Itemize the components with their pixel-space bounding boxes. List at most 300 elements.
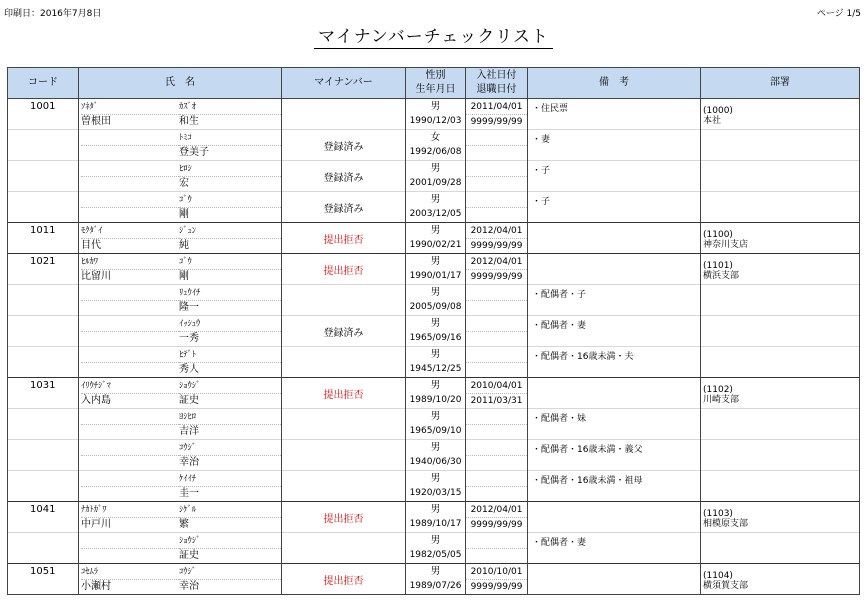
cell-code: 1051 — [8, 564, 79, 595]
dept-code — [701, 168, 859, 178]
given-name-kana: ｶｽﾞｵ — [179, 100, 281, 115]
cell-dept — [701, 161, 860, 192]
given-name: 剛 — [179, 209, 189, 220]
cell-code — [8, 192, 79, 223]
dept-code — [701, 478, 859, 488]
surname: 目代 — [81, 240, 101, 251]
table-row — [8, 502, 860, 533]
surname — [81, 208, 179, 222]
table-row — [8, 378, 860, 409]
dept-code — [701, 354, 859, 364]
surname-kana: ﾓｸﾀﾞｲ — [81, 224, 179, 239]
join-date — [466, 441, 527, 456]
cell-name — [79, 285, 282, 316]
join-date: 2010/04/01 — [466, 379, 527, 394]
leave-date — [466, 487, 527, 501]
surname-kana: ｿﾈﾀﾞ — [81, 100, 179, 115]
cell-note: ・子 — [528, 161, 701, 192]
given-name-kana: ｹｲｲﾁ — [179, 472, 281, 487]
surname-kana — [81, 441, 179, 456]
cell-code — [8, 161, 79, 192]
sex: 男 — [430, 256, 441, 267]
cell-note — [528, 223, 701, 254]
surname: 中戸川 — [81, 519, 111, 530]
leave-date: 9999/99/99 — [470, 582, 523, 592]
dept-name: 横須賀支部 — [703, 581, 749, 591]
print-date: 印刷日：2016年7月8日 — [4, 9, 102, 19]
dept-name — [701, 147, 859, 157]
cell-note: ・配偶者・16歳未満・夫 — [528, 347, 701, 378]
cell-code: 1031 — [8, 378, 79, 409]
page-indicator: ページ 1/5 — [816, 9, 861, 19]
leave-date — [466, 301, 527, 315]
dept-code: (1102) — [703, 385, 733, 395]
cell-code — [8, 533, 79, 564]
page-title: マイナンバーチェックリスト — [0, 22, 867, 47]
cell-join-leave — [466, 223, 528, 254]
sex: 男 — [430, 504, 441, 515]
cell-mynumber-status: 提出拒否 — [282, 223, 406, 254]
given-name-kana: ｼｮｳｼﾞ — [179, 379, 281, 394]
cell-code — [8, 130, 79, 161]
cell-dept — [701, 347, 860, 378]
col-header-dept: 部署 — [701, 68, 860, 99]
table-row — [8, 564, 860, 595]
sex: 男 — [430, 225, 441, 236]
col-header-join-leave: 入社日付 退職日付 — [466, 68, 528, 99]
birth-date: 1982/05/05 — [409, 550, 462, 560]
table-header-row — [8, 68, 860, 99]
birth-date: 2001/09/28 — [409, 178, 462, 188]
table-row — [8, 285, 860, 316]
given-name: 秀人 — [179, 364, 199, 375]
dept-name — [701, 178, 859, 188]
given-name-kana: ｼﾞｭﾝ — [179, 224, 281, 239]
cell-name — [79, 347, 282, 378]
col-header-sex-birth: 性別 生年月日 — [406, 68, 466, 99]
cell-dept — [701, 378, 860, 409]
dept-code — [701, 416, 859, 426]
sex: 男 — [430, 163, 441, 174]
table-row — [8, 471, 860, 502]
cell-dept — [701, 130, 860, 161]
cell-note: ・配偶者・16歳未満・祖母 — [528, 471, 701, 502]
cell-mynumber-status: 登録済み — [282, 316, 406, 347]
cell-join-leave — [466, 130, 528, 161]
cell-join-leave — [466, 161, 528, 192]
given-name: 和生 — [179, 116, 199, 127]
given-name-kana: ﾋﾛｼ — [179, 162, 281, 177]
cell-mynumber-status: 提出拒否 — [282, 378, 406, 409]
cell-join-leave — [466, 347, 528, 378]
cell-mynumber-status — [282, 99, 406, 130]
cell-mynumber-status — [282, 285, 406, 316]
cell-note — [528, 564, 701, 595]
surname-kana — [81, 348, 179, 363]
surname — [81, 332, 179, 346]
sex: 男 — [430, 194, 441, 205]
dept-name: 相模原支部 — [703, 519, 749, 529]
cell-dept — [701, 502, 860, 533]
cell-mynumber-status — [282, 533, 406, 564]
leave-date: 9999/99/99 — [470, 272, 523, 282]
sex: 男 — [430, 411, 441, 422]
given-name-kana: ｺﾞｳ — [179, 193, 281, 208]
cell-code: 1011 — [8, 223, 79, 254]
surname-kana — [81, 472, 179, 487]
table-row — [8, 533, 860, 564]
surname-kana — [81, 131, 179, 146]
cell-code — [8, 347, 79, 378]
cell-name — [79, 130, 282, 161]
cell-note: ・配偶者・子 — [528, 285, 701, 316]
dept-name: 本社 — [703, 116, 722, 126]
dept-code — [701, 137, 859, 147]
dept-name — [701, 488, 859, 498]
cell-join-leave — [466, 192, 528, 223]
cell-mynumber-status — [282, 471, 406, 502]
cell-sex-birth — [406, 130, 466, 161]
table-row — [8, 440, 860, 471]
dept-code: (1100) — [703, 230, 733, 240]
birth-date: 1990/12/03 — [409, 116, 462, 126]
cell-mynumber-status: 提出拒否 — [282, 502, 406, 533]
cell-note — [528, 254, 701, 285]
cell-sex-birth — [406, 347, 466, 378]
surname: 曽根田 — [81, 116, 111, 127]
dept-name: 横浜支部 — [703, 271, 740, 281]
cell-mynumber-status: 提出拒否 — [282, 254, 406, 285]
given-name-kana: ﾄﾐｺ — [179, 131, 281, 146]
cell-code — [8, 316, 79, 347]
sex: 男 — [430, 318, 441, 329]
leave-date — [466, 332, 527, 346]
cell-note: ・妻 — [528, 130, 701, 161]
dept-code — [701, 292, 859, 302]
table-row — [8, 347, 860, 378]
dept-name: 神奈川支店 — [703, 240, 749, 250]
sex: 男 — [430, 566, 441, 577]
dept-code: (1103) — [703, 509, 733, 519]
sex: 男 — [430, 349, 441, 360]
table-row — [8, 223, 860, 254]
join-date — [466, 348, 527, 363]
given-name: 証史 — [179, 395, 199, 406]
cell-dept — [701, 223, 860, 254]
surname-kana — [81, 534, 179, 549]
dept-name — [701, 333, 859, 343]
given-name: 純 — [179, 240, 189, 251]
leave-date — [466, 425, 527, 439]
sex: 男 — [430, 380, 441, 391]
surname-kana: ﾋﾙｶﾜ — [81, 255, 179, 270]
cell-name — [79, 192, 282, 223]
cell-mynumber-status — [282, 409, 406, 440]
birth-date: 1945/12/25 — [409, 364, 462, 374]
cell-note: ・配偶者・16歳未満・義父 — [528, 440, 701, 471]
cell-code — [8, 440, 79, 471]
dept-name — [701, 550, 859, 560]
table-row — [8, 409, 860, 440]
col-header-code: コード — [8, 68, 79, 99]
leave-date — [466, 208, 527, 222]
cell-mynumber-status: 登録済み — [282, 161, 406, 192]
given-name-kana: ｺｳｼﾞ — [179, 565, 281, 580]
cell-dept — [701, 533, 860, 564]
surname — [81, 549, 179, 563]
cell-sex-birth — [406, 285, 466, 316]
cell-code — [8, 409, 79, 440]
join-date — [466, 410, 527, 425]
dept-name — [701, 209, 859, 219]
cell-dept — [701, 440, 860, 471]
given-name-kana: ｼｮｳｼﾞ — [179, 534, 281, 549]
cell-join-leave — [466, 533, 528, 564]
col-header-mynumber: マイナンバー — [282, 68, 406, 99]
cell-mynumber-status: 登録済み — [282, 192, 406, 223]
cell-note: ・配偶者・妻 — [528, 316, 701, 347]
leave-date — [466, 363, 527, 377]
cell-name — [79, 378, 282, 409]
given-name-kana: ｲｯｼｭｳ — [179, 317, 281, 332]
cell-dept — [701, 192, 860, 223]
surname: 入内島 — [81, 395, 111, 406]
col-header-note: 備 考 — [528, 68, 701, 99]
surname — [81, 425, 179, 439]
join-date — [466, 286, 527, 301]
given-name: 圭一 — [179, 488, 199, 499]
birth-date: 1990/01/17 — [409, 271, 462, 281]
leave-date: 9999/99/99 — [470, 520, 523, 530]
cell-note: ・配偶者・妹 — [528, 409, 701, 440]
cell-mynumber-status — [282, 347, 406, 378]
surname — [81, 146, 179, 160]
given-name: 証史 — [179, 550, 199, 561]
table-row — [8, 99, 860, 130]
cell-name — [79, 502, 282, 533]
cell-join-leave — [466, 471, 528, 502]
given-name: 吉洋 — [179, 426, 199, 437]
mynumber-checklist-table — [7, 67, 860, 595]
cell-dept — [701, 99, 860, 130]
cell-join-leave — [466, 285, 528, 316]
cell-code: 1021 — [8, 254, 79, 285]
surname-kana — [81, 286, 179, 301]
surname: 小瀬村 — [81, 581, 111, 592]
cell-sex-birth — [406, 471, 466, 502]
cell-name — [79, 254, 282, 285]
leave-date: 9999/99/99 — [470, 241, 523, 251]
cell-code: 1001 — [8, 99, 79, 130]
join-date: 2012/04/01 — [466, 503, 527, 518]
cell-dept — [701, 471, 860, 502]
sex: 男 — [430, 287, 441, 298]
given-name-kana: ﾘｭｳｲﾁ — [179, 286, 281, 301]
surname-kana — [81, 162, 179, 177]
dept-name — [701, 457, 859, 467]
cell-name — [79, 409, 282, 440]
dept-code — [701, 323, 859, 333]
surname-kana: ｲﾘｳﾁｼﾞﾏ — [81, 379, 179, 394]
join-date — [466, 131, 527, 146]
sex: 男 — [430, 442, 441, 453]
surname-kana — [81, 317, 179, 332]
cell-sex-birth — [406, 254, 466, 285]
cell-name — [79, 533, 282, 564]
cell-sex-birth — [406, 564, 466, 595]
dept-name — [701, 302, 859, 312]
given-name-kana: ｺﾞｳ — [179, 255, 281, 270]
given-name: 繁 — [179, 519, 189, 530]
given-name-kana: ｼｹﾞﾙ — [179, 503, 281, 518]
dept-code: (1000) — [703, 106, 733, 116]
given-name: 隆一 — [179, 302, 199, 313]
birth-date: 2003/12/05 — [409, 209, 462, 219]
cell-sex-birth — [406, 99, 466, 130]
birth-date: 1989/10/17 — [409, 519, 462, 529]
cell-dept — [701, 254, 860, 285]
join-date: 2010/10/01 — [466, 565, 527, 580]
birth-date: 1920/03/15 — [409, 488, 462, 498]
surname — [81, 487, 179, 501]
cell-sex-birth — [406, 533, 466, 564]
cell-sex-birth — [406, 409, 466, 440]
cell-mynumber-status — [282, 440, 406, 471]
cell-name — [79, 440, 282, 471]
cell-mynumber-status: 提出拒否 — [282, 564, 406, 595]
cell-sex-birth — [406, 502, 466, 533]
given-name-kana: ﾖｼﾋﾛ — [179, 410, 281, 425]
birth-date: 1989/10/20 — [409, 395, 462, 405]
table-row — [8, 130, 860, 161]
cell-name — [79, 99, 282, 130]
cell-join-leave — [466, 409, 528, 440]
given-name: 一秀 — [179, 333, 199, 344]
birth-date: 1940/06/30 — [409, 457, 462, 467]
cell-sex-birth — [406, 316, 466, 347]
cell-mynumber-status: 登録済み — [282, 130, 406, 161]
dept-code — [701, 199, 859, 209]
leave-date — [466, 456, 527, 470]
join-date: 2011/04/01 — [466, 100, 527, 115]
cell-code: 1041 — [8, 502, 79, 533]
sex: 男 — [430, 473, 441, 484]
leave-date — [466, 549, 527, 563]
cell-name — [79, 316, 282, 347]
join-date: 2012/04/01 — [466, 255, 527, 270]
dept-code: (1101) — [703, 261, 733, 271]
join-date — [466, 193, 527, 208]
surname: 比留川 — [81, 271, 111, 282]
surname-kana: ｺｾﾑﾗ — [81, 565, 179, 580]
surname — [81, 301, 179, 315]
cell-name — [79, 161, 282, 192]
join-date — [466, 534, 527, 549]
table-row — [8, 192, 860, 223]
cell-sex-birth — [406, 378, 466, 409]
birth-date: 1965/09/16 — [409, 333, 462, 343]
cell-join-leave — [466, 440, 528, 471]
cell-join-leave — [466, 99, 528, 130]
dept-name — [701, 426, 859, 436]
cell-sex-birth — [406, 161, 466, 192]
given-name: 登美子 — [179, 147, 209, 158]
cell-name — [79, 471, 282, 502]
cell-note — [528, 502, 701, 533]
cell-join-leave — [466, 378, 528, 409]
birth-date: 1990/02/21 — [409, 240, 462, 250]
given-name: 剛 — [179, 271, 189, 282]
table-row — [8, 316, 860, 347]
cell-join-leave — [466, 502, 528, 533]
surname-kana: ﾅｶﾄｶﾞﾜ — [81, 503, 179, 518]
cell-join-leave — [466, 564, 528, 595]
cell-sex-birth — [406, 223, 466, 254]
sex: 男 — [430, 101, 441, 112]
join-date — [466, 472, 527, 487]
cell-sex-birth — [406, 440, 466, 471]
cell-code — [8, 285, 79, 316]
cell-join-leave — [466, 316, 528, 347]
surname-kana — [81, 410, 179, 425]
given-name: 幸治 — [179, 581, 199, 592]
dept-name: 川崎支部 — [703, 395, 740, 405]
cell-dept — [701, 285, 860, 316]
leave-date — [466, 146, 527, 160]
cell-note: ・子 — [528, 192, 701, 223]
dept-code: (1104) — [703, 571, 733, 581]
leave-date: 2011/03/31 — [470, 396, 523, 406]
dept-code — [701, 447, 859, 457]
given-name-kana: ｺｳｼﾞ — [179, 441, 281, 456]
table-row — [8, 254, 860, 285]
col-header-name: 氏 名 — [79, 68, 282, 99]
birth-date: 1992/06/08 — [409, 147, 462, 157]
surname — [81, 177, 179, 191]
join-date — [466, 162, 527, 177]
cell-sex-birth — [406, 192, 466, 223]
cell-note — [528, 378, 701, 409]
dept-code — [701, 540, 859, 550]
cell-name — [79, 223, 282, 254]
given-name: 幸治 — [179, 457, 199, 468]
sex: 男 — [430, 535, 441, 546]
dept-name — [701, 364, 859, 374]
join-date: 2012/04/01 — [466, 224, 527, 239]
join-date — [466, 317, 527, 332]
sex: 女 — [430, 132, 441, 143]
birth-date: 2005/09/08 — [409, 302, 462, 312]
cell-code — [8, 471, 79, 502]
birth-date: 1989/07/26 — [409, 581, 462, 591]
cell-note: ・配偶者・妻 — [528, 533, 701, 564]
given-name: 宏 — [179, 178, 189, 189]
cell-note: ・住民票 — [528, 99, 701, 130]
table-row — [8, 161, 860, 192]
leave-date: 9999/99/99 — [470, 117, 523, 127]
cell-join-leave — [466, 254, 528, 285]
cell-dept — [701, 316, 860, 347]
surname — [81, 363, 179, 377]
birth-date: 1965/09/10 — [409, 426, 462, 436]
given-name-kana: ﾋﾃﾞﾄ — [179, 348, 281, 363]
leave-date — [466, 177, 527, 191]
surname — [81, 456, 179, 470]
cell-dept — [701, 564, 860, 595]
cell-dept — [701, 409, 860, 440]
cell-name — [79, 564, 282, 595]
surname-kana — [81, 193, 179, 208]
